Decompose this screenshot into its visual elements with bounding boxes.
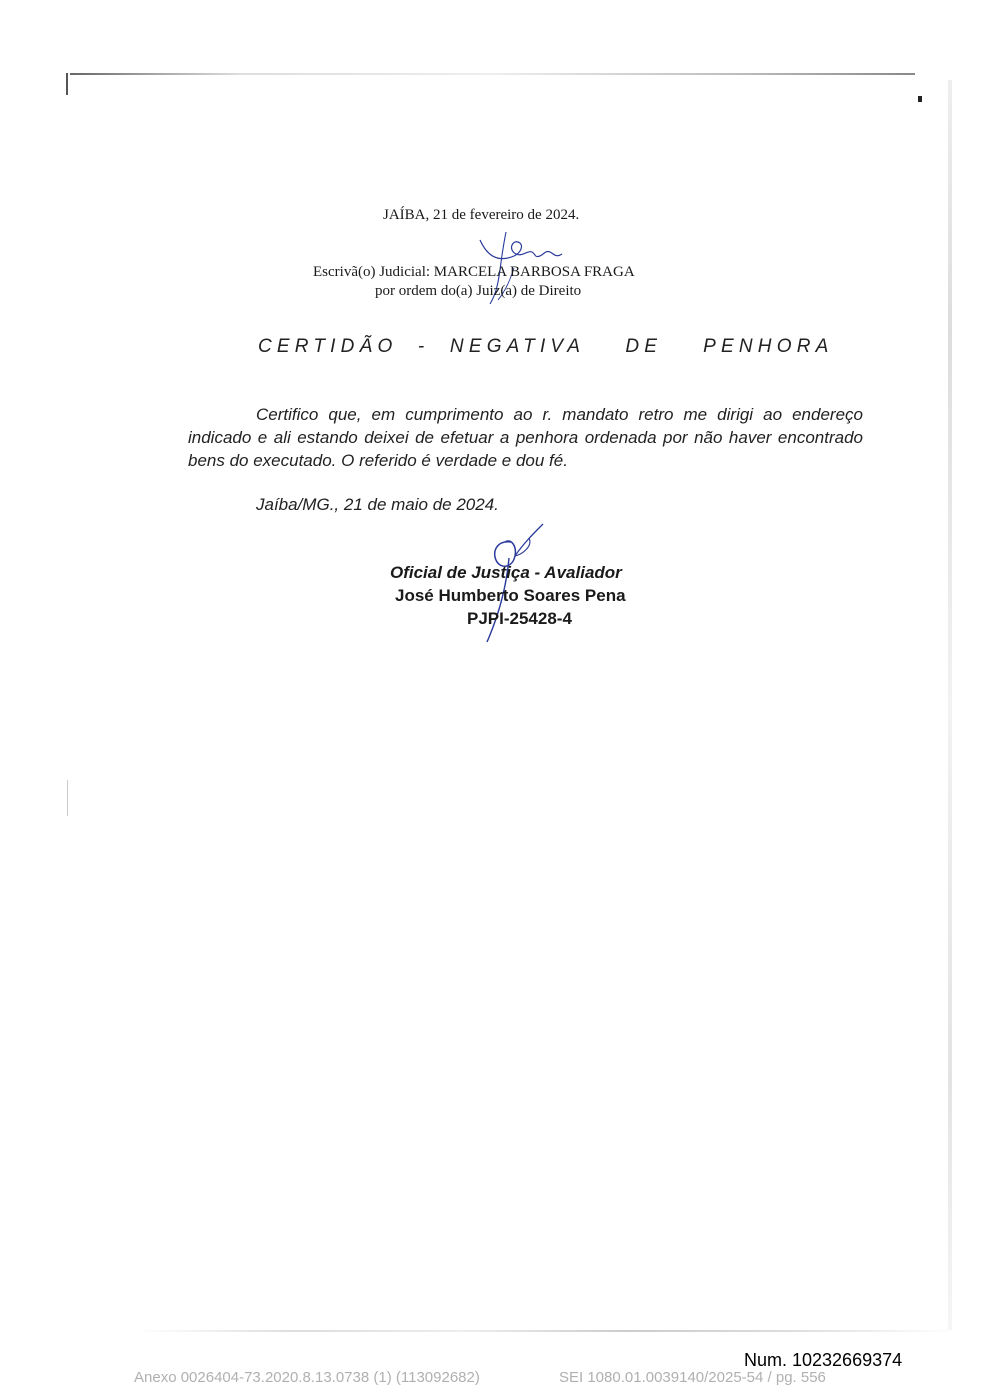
scan-dot: [918, 96, 922, 102]
annex-reference: Anexo 0026404-73.2020.8.13.0738 (1) (113092682): [134, 1369, 480, 1386]
scan-mark-left: [67, 780, 68, 816]
certificate-title: CERTIDÃO - NEGATIVA DE PENHORA: [258, 336, 834, 357]
scan-edge-right: [948, 80, 952, 1330]
scan-edge-top: [70, 73, 915, 75]
certificate-place-date: Jaíba/MG., 21 de maio de 2024.: [256, 495, 499, 514]
header-date: JAÍBA, 21 de fevereiro de 2024.: [383, 207, 580, 223]
scan-edge-corner: [66, 73, 68, 95]
signatory-name: José Humberto Soares Pena: [395, 586, 626, 605]
sei-reference: SEI 1080.01.0039140/2025-54 / pg. 556: [559, 1369, 826, 1386]
document-number: Num. 10232669374: [744, 1350, 903, 1370]
header-order: por ordem do(a) Juiz(a) de Direito: [375, 283, 582, 299]
certificate-body: Certifico que, em cumprimento ao r. mandato retro me dirigi ao endereço indicado e ali estando deixei de efetuar a penhora ordenada por não haver encontrado bens do executado. O referido é verdade e dou fé.: [188, 405, 863, 470]
scan-edge-bottom: [135, 1330, 955, 1332]
header-clerk: Escrivã(o) Judicial: MARCELA BARBOSA FRAGA: [313, 264, 635, 280]
signatory-registration: PJPI-25428-4: [467, 609, 572, 628]
signatory-role: Oficial de Justiça - Avaliador: [390, 563, 622, 582]
